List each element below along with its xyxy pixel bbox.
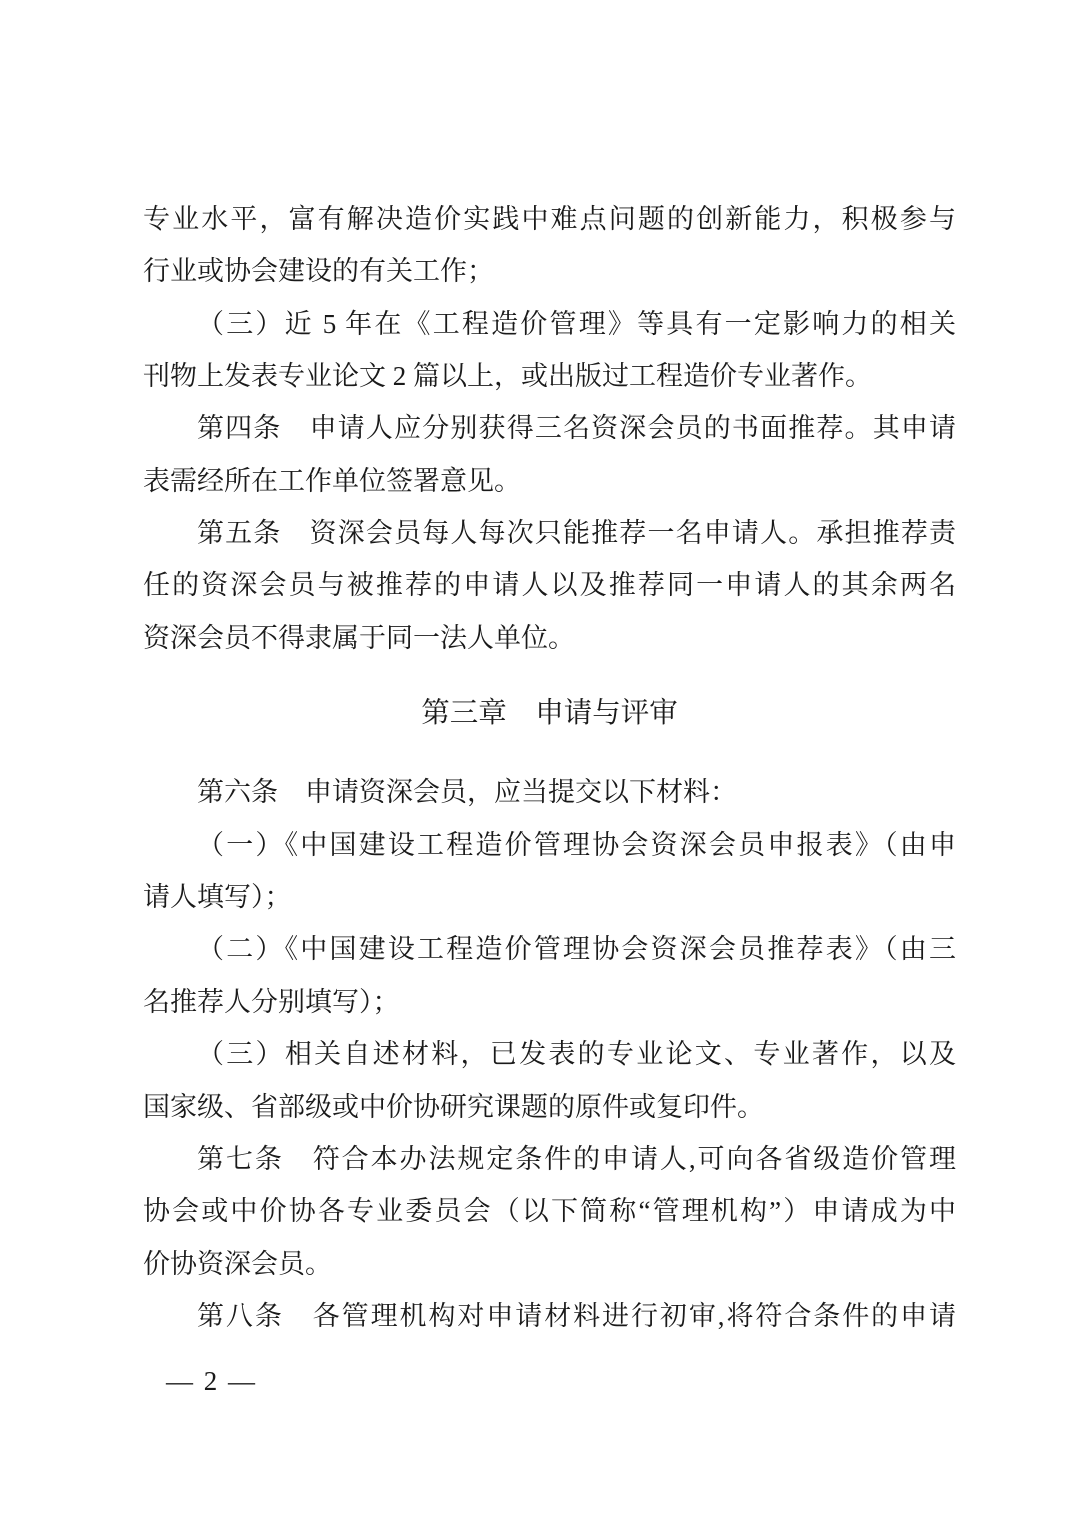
text-line: （三）相关自述材料，已发表的专业论文、专业著作，以及 bbox=[197, 1039, 956, 1070]
text-line: （三）近 5 年在《工程造价管理》等具有一定影响力的相关 bbox=[197, 308, 956, 339]
text-line: 表需经所在工作单位签署意见。 bbox=[143, 465, 521, 496]
text-line: （二）《中国建设工程造价管理协会资深会员推荐表》（由三 bbox=[197, 934, 956, 965]
text-line: 刊物上发表专业论文 2 篇以上，或出版过工程造价专业著作。 bbox=[143, 361, 872, 392]
text-line: 资深会员不得隶属于同一法人单位。 bbox=[143, 622, 575, 653]
text-line: 行业或协会建设的有关工作； bbox=[143, 256, 494, 287]
text-line: 第五条 资深会员每人每次只能推荐一名申请人。承担推荐责 bbox=[197, 518, 956, 549]
text-line: 国家级、省部级或中价协研究课题的原件或复印件。 bbox=[143, 1091, 764, 1122]
text-line: 请人填写）； bbox=[143, 882, 292, 913]
text-line: 第六条 申请资深会员，应当提交以下材料： bbox=[197, 777, 737, 808]
document-text-block bbox=[143, 193, 956, 1342]
text-line: 专业水平，富有解决造价实践中难点问题的创新能力，积极参与 bbox=[143, 204, 956, 234]
text-line: 协会或中价协各专业委员会（以下简称“管理机构”）申请成为中 bbox=[143, 1196, 956, 1227]
text-line: 名推荐人分别填写）； bbox=[143, 986, 400, 1017]
chapter-heading: 第三章 申请与评审 bbox=[421, 698, 678, 730]
text-line: 第四条 申请人应分别获得三名资深会员的书面推荐。其申请 bbox=[197, 413, 956, 444]
text-line: （一）《中国建设工程造价管理协会资深会员申报表》（由申 bbox=[197, 829, 956, 860]
text-line: 任的资深会员与被推荐的申请人以及推荐同一申请人的其余两名 bbox=[143, 570, 956, 601]
text-line: 价协资深会员。 bbox=[143, 1248, 332, 1279]
page-number: — 2 — bbox=[166, 1366, 255, 1396]
text-line: 第八条 各管理机构对申请材料进行初审,将符合条件的申请 bbox=[197, 1300, 956, 1331]
text-line: 第七条 符合本办法规定条件的申请人,可向各省级造价管理 bbox=[197, 1143, 956, 1174]
